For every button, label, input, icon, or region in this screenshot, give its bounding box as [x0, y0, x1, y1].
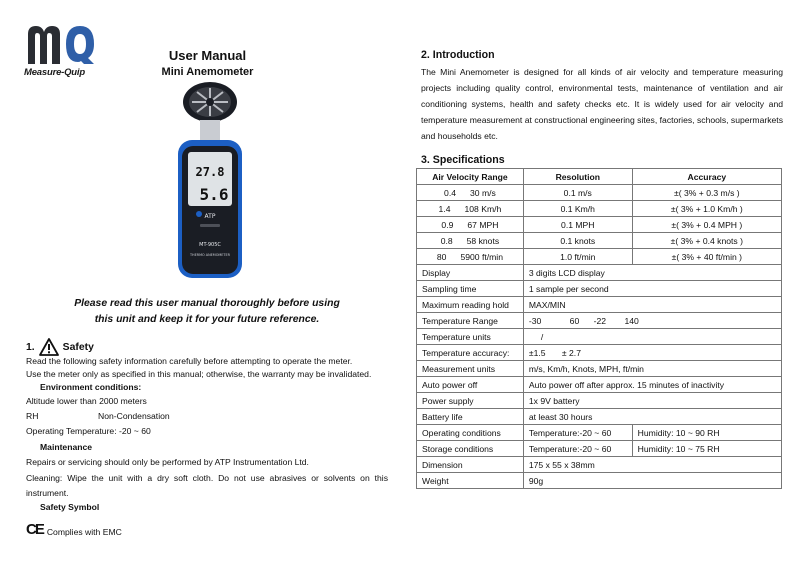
range-to: 108 Km/h: [464, 203, 502, 214]
environment-heading: Environment conditions:: [40, 382, 142, 392]
range-from: 80: [436, 251, 447, 262]
resolution-cell: 0.1 MPH: [523, 217, 632, 233]
table-row: [417, 409, 782, 425]
device-caption: THERMO ANEMOMETER: [189, 253, 231, 257]
brand-logo: [24, 24, 99, 80]
spec-label: Auto power off: [417, 377, 524, 393]
spec-value: 3 digits LCD display: [523, 265, 781, 281]
spec-value: [523, 313, 781, 329]
table-row: [417, 265, 782, 281]
safety-intro-2: Use the meter only as specified in this manual; otherwise, the warranty may be invalidated.: [26, 369, 372, 379]
spec-value: Temperature:-20 ~ 60: [523, 441, 632, 457]
temp-accuracy-f: ± 2.7: [561, 347, 581, 358]
page-title: User Manual: [168, 48, 247, 63]
ce-compliance-text: Complies with EMC: [46, 527, 122, 537]
spec-label: Temperature accuracy:: [417, 345, 524, 361]
safety-intro-1: Read the following safety information carefully before attempting to operate the meter.: [26, 356, 353, 366]
spec-label: Storage conditions: [417, 441, 524, 457]
safety-symbol-heading: Safety Symbol: [40, 502, 100, 512]
spec-value: m/s, Km/h, Knots, MPH, ft/min: [523, 361, 781, 377]
column-header: Air Velocity Range: [417, 169, 524, 185]
table-row: [417, 281, 782, 297]
column-header: Resolution: [523, 169, 632, 185]
temp-range-min-c: -30: [528, 315, 542, 326]
temp-range-max-f: 140: [624, 315, 639, 326]
maintenance-heading: Maintenance: [40, 442, 93, 452]
environment-altitude: Altitude lower than 2000 meters: [26, 396, 147, 406]
range-from: 1.4: [438, 203, 451, 214]
specifications-heading: 3. Specifications: [421, 154, 505, 166]
range-to: 5900 ft/min: [460, 251, 503, 262]
spec-value: MAX/MIN: [523, 297, 781, 313]
environment-rh-value: Non-Condensation: [98, 411, 170, 421]
range-to: 67 MPH: [467, 219, 499, 230]
spec-label: Temperature units: [417, 329, 524, 345]
velocity-range-cell: [417, 233, 524, 249]
table-row: [417, 473, 782, 489]
table-row: [417, 217, 782, 233]
spec-label: Power supply: [417, 393, 524, 409]
ce-compliance: [26, 523, 122, 537]
spec-value: Auto power off after approx. 15 minutes of inactivity: [523, 377, 781, 393]
measure-quip-logo-icon: [26, 24, 96, 66]
accuracy-cell: ±( 3% + 0.4 knots ): [632, 233, 781, 249]
lcd-reading-bottom: 5.6: [199, 185, 229, 204]
spec-value: Temperature:-20 ~ 60: [523, 425, 632, 441]
spec-label: Operating conditions: [417, 425, 524, 441]
resolution-cell: 0.1 Km/h: [523, 201, 632, 217]
device-model: MT-905C: [199, 242, 221, 248]
range-from: 0.8: [440, 235, 453, 246]
table-row: [417, 201, 782, 217]
ce-mark-icon: CE: [26, 521, 43, 538]
introduction-heading: 2. Introduction: [421, 49, 495, 61]
temp-range-min-f: -22: [593, 315, 607, 326]
spec-label: Sampling time: [417, 281, 524, 297]
page-subtitle: Mini Anemometer: [161, 66, 254, 78]
notice-line-2: this unit and keep it for your future reference.: [94, 314, 320, 325]
spec-label: Measurement units: [417, 361, 524, 377]
table-row: [417, 313, 782, 329]
anemometer-device-image: [168, 80, 252, 280]
spec-value: at least 30 hours: [523, 409, 781, 425]
table-header-row: [417, 169, 782, 185]
safety-title: Safety: [62, 341, 94, 353]
spec-value: 90g: [523, 473, 781, 489]
spec-value: [523, 345, 781, 361]
temp-range-max-c: 60: [569, 315, 580, 326]
introduction-text: The Mini Anemometer is designed for all kinds of air velocity and temperature measuring projects including quality control, environmental tests, maintenance of ventilation and air conditioning systems, health and safety checks etc. It is widely used for air velocity and temperature measurement at constructional engineering sites, factories, schools, supermarkets and households etc.: [421, 67, 783, 141]
spec-value: Humidity: 10 ~ 75 RH: [632, 441, 781, 457]
column-header: Accuracy: [632, 169, 781, 185]
spec-label: Maximum reading hold: [417, 297, 524, 313]
accuracy-cell: ±( 3% + 1.0 Km/h ): [632, 201, 781, 217]
notice-line-1: Please read this user manual thoroughly before using: [74, 298, 340, 309]
cleaning-text: Cleaning: Wipe the unit with a dry soft cloth. Do not use abrasives or solvents on this instrument.: [26, 473, 388, 498]
warning-triangle-icon: [39, 338, 59, 356]
accuracy-cell: ±( 3% + 0.4 MPH ): [632, 217, 781, 233]
table-row: [417, 345, 782, 361]
spec-value: 1x 9V battery: [523, 393, 781, 409]
read-manual-notice: [40, 296, 374, 328]
spec-value: Humidity: 10 ~ 90 RH: [632, 425, 781, 441]
table-row: [417, 425, 782, 441]
temp-accuracy-c: ±1.5: [528, 347, 546, 358]
safety-heading: [26, 338, 94, 356]
accuracy-cell: ±( 3% + 0.3 m/s ): [632, 185, 781, 201]
safety-number: 1.: [26, 341, 35, 353]
table-row: [417, 457, 782, 473]
environment-rh: [26, 411, 226, 421]
spec-value: 175 x 55 x 38mm: [523, 457, 781, 473]
range-from: 0.9: [441, 219, 454, 230]
spec-label: Weight: [417, 473, 524, 489]
table-row: [417, 329, 782, 345]
range-to: 58 knots: [466, 235, 500, 246]
table-row: [417, 185, 782, 201]
table-row: [417, 249, 782, 265]
resolution-cell: 0.1 knots: [523, 233, 632, 249]
resolution-cell: 0.1 m/s: [523, 185, 632, 201]
resolution-cell: 1.0 ft/min: [523, 249, 632, 265]
spec-label: Dimension: [417, 457, 524, 473]
environment-rh-label: RH: [26, 411, 39, 421]
spec-value: 1 sample per second: [523, 281, 781, 297]
spec-value: [523, 329, 781, 345]
lcd-reading-top: 27.8: [195, 165, 225, 179]
table-row: [417, 297, 782, 313]
device-brand: ATP: [204, 213, 216, 220]
environment-temperature: Operating Temperature: -20 ~ 60: [26, 426, 151, 436]
spec-label: Display: [417, 265, 524, 281]
table-row: [417, 441, 782, 457]
velocity-range-cell: [417, 249, 524, 265]
table-row: [417, 233, 782, 249]
table-row: [417, 361, 782, 377]
accuracy-cell: ±( 3% + 40 ft/min ): [632, 249, 781, 265]
spec-label: Temperature Range: [417, 313, 524, 329]
maintenance-text: Repairs or servicing should only be performed by ATP Instrumentation Ltd.: [26, 457, 309, 467]
table-row: [417, 393, 782, 409]
velocity-range-cell: [417, 185, 524, 201]
range-to: 30 m/s: [470, 187, 496, 198]
spec-label: Battery life: [417, 409, 524, 425]
logo-wordmark: Measure-Quip: [24, 67, 85, 78]
velocity-range-cell: [417, 201, 524, 217]
table-row: [417, 377, 782, 393]
specifications-table: [416, 168, 782, 489]
range-from: 0.4: [444, 187, 456, 198]
temp-units-value: /: [540, 331, 544, 342]
velocity-range-cell: [417, 217, 524, 233]
